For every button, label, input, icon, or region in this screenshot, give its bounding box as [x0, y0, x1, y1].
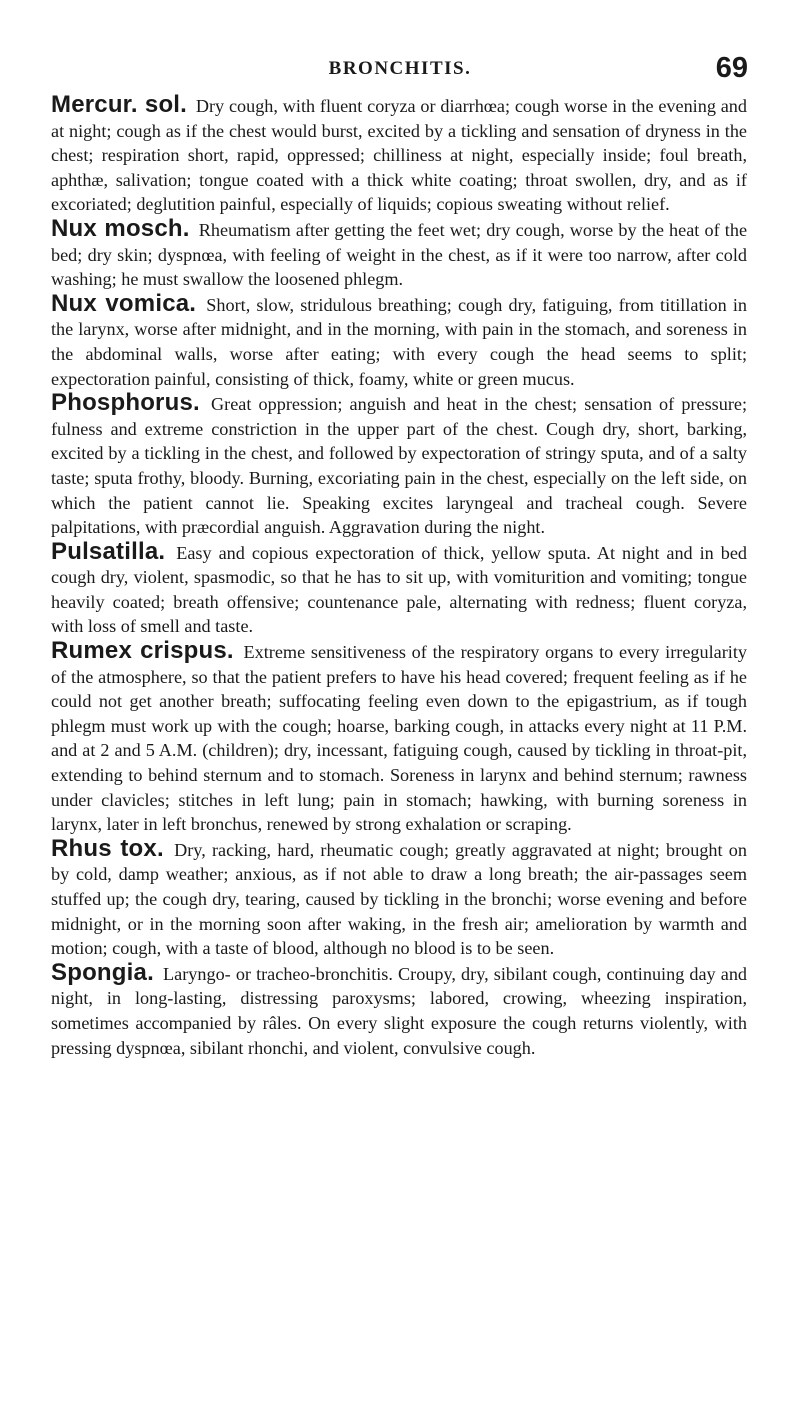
remedy-description: Extreme sensitiveness of the respiratory organs to every irregularity of the atmosphere, so that the patient prefers to have his head covered; frequent feeling as if he could not get another breath; suffocating feeling even down to the epigastrium, as if tough phlegm must work up with the cough; hoarse, barking cough, in attacks every night at 11 P.M. and at 2 and 5 A.M. (children); dry, incessant, fatiguing cough, caused by tickling in throat-pit, extending to behind sternum and to stomach. Soreness in larynx and behind sternum; rawness under clavicles; stitches in left lung; pain in stomach; hawking, with burning soreness in larynx, later in left bronchus, renewed by strong exhalation or scraping. [51, 642, 747, 835]
remedy-entry-nux-vomica [51, 289, 748, 391]
remedy-entry-pulsatilla [51, 537, 748, 639]
remedy-name: Pulsatilla. [51, 537, 166, 565]
remedy-entry-nux-mosch [51, 214, 748, 292]
remedy-name: Nux vomica. [51, 289, 197, 317]
remedy-description: Dry cough, with fluent coryza or diarrhœa; cough worse in the evening and at night; cough as if the chest would burst, excited by a tickling and sensation of dryness in the chest; respiration short, rapid, oppressed; chilliness at night, especially inside; foul breath, aphthæ, salivation; tongue coated with a thick white coating; throat swollen, dry, and as if excoriated; deglutition painful, especially of liquids; copious sweating without relief. [51, 96, 747, 215]
remedy-entry-phosphorus [51, 391, 747, 540]
remedy-entry-mercur-sol [51, 93, 747, 217]
remedy-name: Rumex crispus. [51, 637, 234, 665]
remedy-name: Rhus tox. [51, 834, 164, 862]
remedy-description: Dry, racking, hard, rheumatic cough; greatly aggravated at night; brought on by cold, damp weather; anxious, as if not able to draw a long breath; the air-passages seem stuffed up; the cough dry, tearing, caused by tickling in the bronchi; worse evening and before midnight, or in the morning soon after waking, in the fresh air; amelioration by warmth and motion; cough, with a taste of blood, although no blood is to be seen. [51, 839, 747, 959]
remedy-description: Easy and copious expectoration of thick, yellow sputa. At night and in bed cough dry, violent, spasmodic, so that he has to sit up, with vomiturition and vomiting; tongue heavily coated; breath offensive; countenance pale, alternating with redness; fluent coryza, with loss of smell and taste. [51, 542, 748, 637]
remedy-description: Great oppression; anguish and heat in the chest; sensation of pressure; fulness and extreme constriction in the upper part of the chest. Cough dry, short, barking, excited by a tickling in the chest, and followed by expectoration of stringy sputa, and of a salty taste; sputa frothy, bloody. Burning, excoriating pain in the chest, especially on the left side, on which the patient cannot lie. Speaking excites laryngeal and tracheal cough. Severe palpitations, with præcordial anguish. Aggravation during the night. [51, 394, 747, 538]
remedy-entry-rumex-crispus [51, 639, 747, 837]
page-number: 69 [715, 52, 748, 84]
remedy-name: Phosphorus. [51, 389, 200, 417]
remedy-description: Rheumatism after getting the feet wet; dry cough, worse by the heat of the bed; dry skin; dyspnœa, with feeling of weight in the chest, as if it were too narrow, after cold washing; he must swallow the loosened phlegm. [51, 219, 748, 290]
chapter-title: BRONCHITIS. [328, 58, 472, 79]
running-head [52, 52, 748, 90]
remedy-entry-spongia [51, 958, 748, 1060]
remedy-description: Laryngo- or tracheo-bronchitis. Croupy, dry, sibilant cough, continuing day and night, in long-lasting, distressing paroxysms; labored, crowing, wheezing inspiration, sometimes accompanied by râles. On every slight exposure the cough returns violently, with pressing dyspnœa, sibilant rhonchi, and violent, convulsive cough. [51, 963, 748, 1058]
remedy-entry-rhus-tox [51, 834, 747, 961]
remedy-name: Nux mosch. [51, 214, 190, 242]
remedy-description: Short, slow, stridulous breathing; cough dry, fatiguing, from titillation in the larynx, worse after midnight, and in the morning, with pain in the stomach, and soreness in the abdominal walls, worse after eating; with every cough the head seems to split; expectoration painful, consisting of thick, foamy, white or green mucus. [51, 294, 748, 389]
remedy-name: Spongia. [51, 958, 154, 986]
remedy-name: Mercur. sol. [51, 91, 188, 118]
remedy-list [51, 93, 747, 1060]
